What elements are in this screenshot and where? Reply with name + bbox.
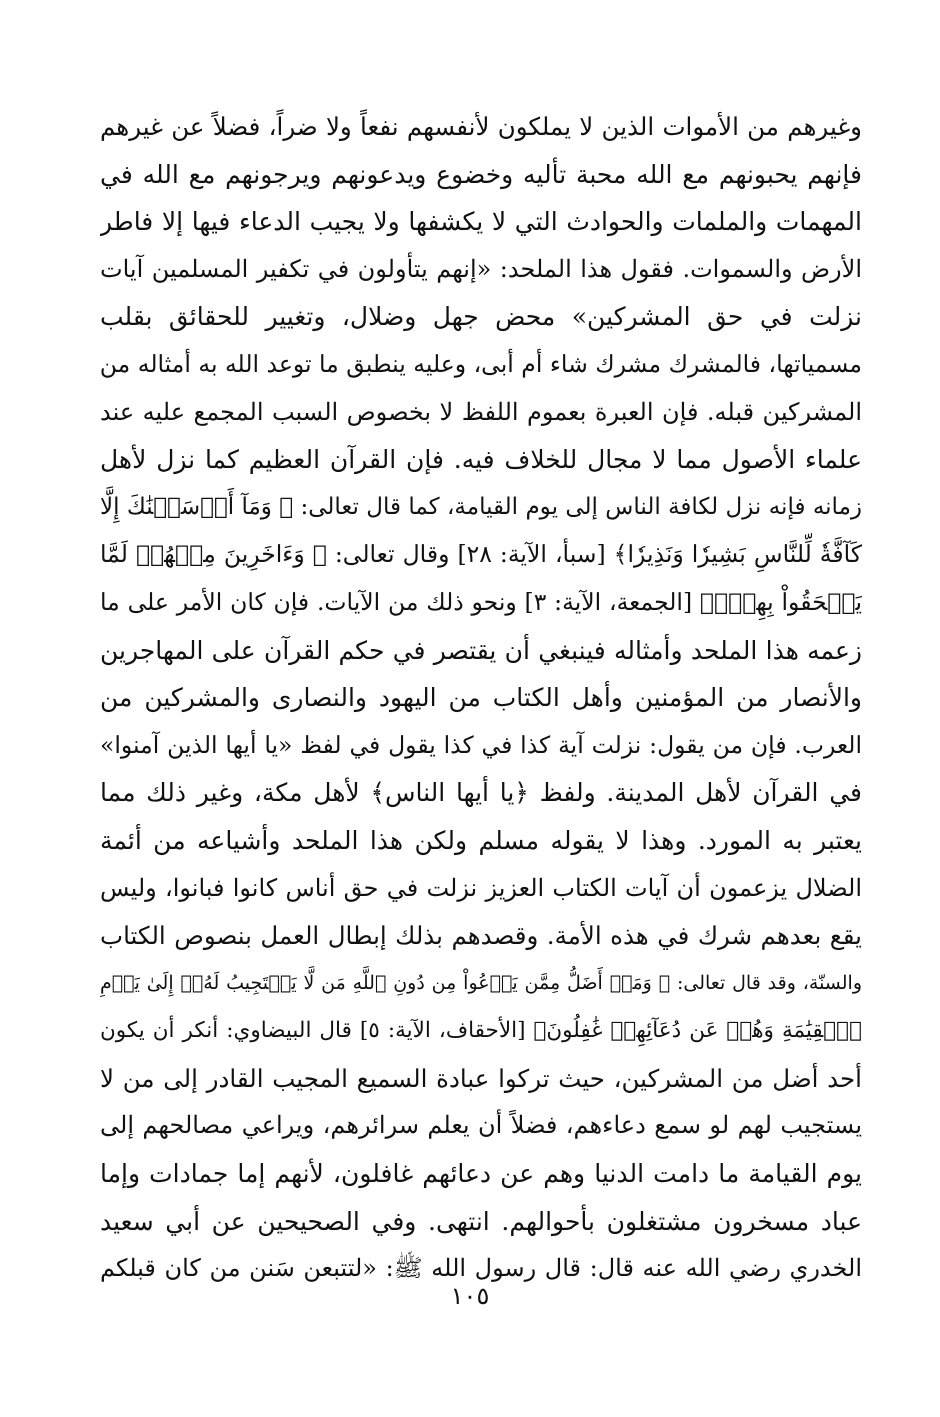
text-line: علماء الأصول مما لا مجال للخلاف فيه. فإن القرآن العظيم كما نزل لأهل: [100, 445, 862, 475]
text-line: زعمه هذا الملحد وأمثاله فينبغي أن يقتصر في حكم القرآن على المهاجرين: [100, 635, 862, 665]
text-line: ٱلۡقِيَٰمَةِ وَهُمۡ عَن دُعَآئِهِمۡ غَٰفِلُونَ﴾ [الأحقاف، الآية: ٥] قال البيضاوي: أنكر أن يكون: [100, 1018, 862, 1044]
text-line: أحد أضل من المشركين، حيث تركوا عبادة السميع المجيب القادر إلى من لا: [100, 1063, 862, 1093]
body-text: [100, 103, 862, 1293]
text-line: الضلال يزعمون أن آيات الكتاب العزيز نزلت في حق أناس كانوا فبانوا، وليس: [100, 873, 862, 902]
text-line: المهمات والملمات والحوادث التي لا يكشفها ولا يجيب الدعاء فيها إلا فاطر: [100, 207, 862, 237]
text-line: الأرض والسموات. فقول هذا الملحد: «إنهم يتأولون في تكفير المسلمين آيات: [100, 254, 862, 283]
text-line: عباد مسخرون مشتغلون بأحوالهم. انتهى. وفي الصحيحين عن أبي سعيد: [100, 1206, 862, 1236]
text-line: الخدري رضي الله عنه قال: قال رسول الله ﷺ: «لتتبعن سَنن من كان قبلكم: [100, 1254, 862, 1283]
text-line: فإنهم يحبونهم مع الله محبة تأليه وخضوع ويدعونهم ويرجونهم مع الله في: [100, 159, 862, 189]
text-line: في القرآن لأهل المدينة. ولفظ ﴿يا أيها الناس﴾ لأهل مكة، وغير ذلك مما: [100, 778, 862, 808]
text-line: العرب. فإن من يقول: نزلت آية كذا في كذا يقول في لفظ «يا أيها الذين آمنوا»: [100, 730, 862, 759]
page-number: ١٠٥: [450, 1282, 490, 1310]
text-line: يعتبر به المورد. وهذا لا يقوله مسلم ولكن هذا الملحد وأشياعه من أئمة: [100, 825, 862, 855]
text-line: يقع بعدهم شرك في هذه الأمة. وقصدهم بذلك إبطال العمل بنصوص الكتاب: [100, 921, 862, 951]
text-line: نزلت في حق المشركين» محض جهل وضلال، وتغيير للحقائق بقلب: [100, 302, 862, 332]
text-line: كَآفَّةٗ لِّلنَّاسِ بَشِيرٗا وَنَذِيرٗا﴾ [سبأ، الآية: ٢٨] وقال تعالى: ﴿ وَءَاخَرِينَ مِنۡهُمۡ لَمَّا: [100, 540, 862, 569]
text-line: يوم القيامة ما دامت الدنيا وهم عن دعائهم غافلون، لأنهم إما جمادات وإما: [100, 1159, 862, 1189]
text-line: وغيرهم من الأموات الذين لا يملكون لأنفسهم نفعاً ولا ضراً، فضلاً عن غيرهم: [100, 112, 862, 141]
text-line: يستجيب لهم لو سمع دعاءهم، فضلاً أن يعلم سرائرهم، ويراعي مصالحهم إلى: [100, 1111, 862, 1140]
text-line: المشركين قبله. فإن العبرة بعموم اللفظ لا بخصوص السبب المجمع عليه عند: [100, 397, 862, 426]
text-line: مسمياتها، فالمشرك مشرك شاء أم أبى، وعليه ينطبق ما توعد الله به أمثاله من: [100, 349, 862, 378]
text-line: زمانه فإنه نزل لكافة الناس إلى يوم القيامة، كما قال تعالى: ﴿ وَمَآ أَرۡسَلۡنَٰكَ إِلَّا: [100, 493, 862, 520]
text-line: والسنّة، وقد قال تعالى: ﴿ وَمَنۡ أَضَلُّ مِمَّن يَدۡعُواْ مِن دُونِ ٱللَّهِ مَن لَّا يَسۡتَجِيبُ لَهُۥٓ إِلَىٰ يَوۡمِ: [100, 971, 862, 994]
text-line: والأنصار من المؤمنين وأهل الكتاب من اليهود والنصارى والمشركين من: [100, 683, 862, 713]
text-line: يَلۡحَقُواْ بِهِمۡۚ﴾ [الجمعة، الآية: ٣] ونحو ذلك من الآيات. فإن كان الأمر على ما: [100, 587, 862, 616]
